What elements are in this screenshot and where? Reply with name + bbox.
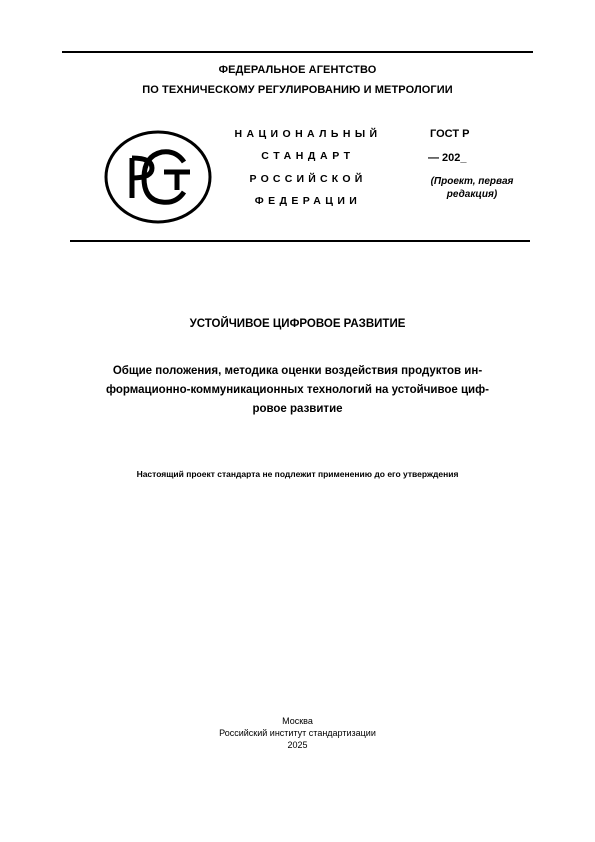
- header-divider: [70, 240, 530, 242]
- imprint-city: Москва: [282, 716, 313, 726]
- standard-year: — 202_: [428, 152, 467, 164]
- subtitle-line-2: формационно-коммуникационных технологий на устойчивое циф-: [105, 384, 490, 396]
- rst-certification-mark-icon: [102, 128, 214, 226]
- standard-type-line-4: ФЕДЕРАЦИИ: [254, 195, 362, 207]
- standard-type-line-3: РОССИЙСКОЙ: [249, 173, 367, 185]
- imprint-publisher: Российский институт стандартизации: [219, 728, 376, 738]
- standard-type-line-1: НАЦИОНАЛЬНЫЙ: [234, 128, 382, 140]
- draft-status-line-1: (Проект, первая: [430, 176, 514, 187]
- draft-notice: Настоящий проект стандарта не подлежит применению до его утверждения: [136, 469, 459, 479]
- subtitle-line-3: ровое развитие: [252, 403, 343, 415]
- document-title: УСТОЙЧИВОЕ ЦИФРОВОЕ РАЗВИТИЕ: [189, 318, 406, 330]
- subtitle-line-1: Общие положения, методика оценки воздействия продуктов ин-: [112, 365, 483, 377]
- document-subtitle: [55, 362, 540, 419]
- draft-status-line-2: редакция): [446, 189, 498, 200]
- draft-status: [412, 175, 532, 201]
- standard-type-line-2: СТАНДАРТ: [261, 150, 355, 162]
- agency-name-line-2: ПО ТЕХНИЧЕСКОМУ РЕГУЛИРОВАНИЮ И МЕТРОЛОГИИ: [142, 84, 453, 96]
- agency-name-line-1: ФЕДЕРАЛЬНОЕ АГЕНТСТВО: [218, 64, 377, 76]
- imprint-year: 2025: [287, 740, 308, 750]
- standard-designation: ГОСТ Р: [430, 128, 470, 140]
- top-divider: [62, 51, 533, 53]
